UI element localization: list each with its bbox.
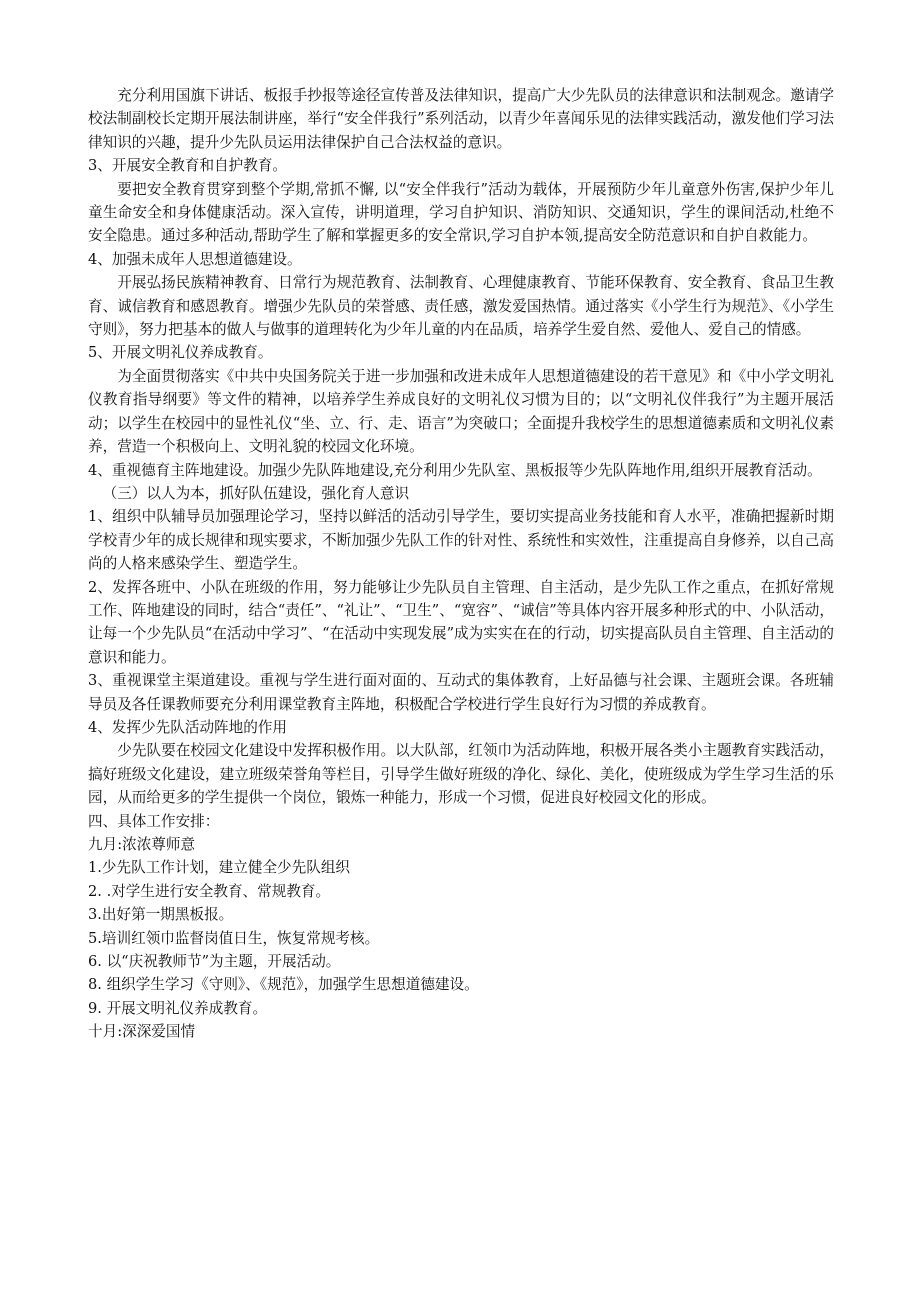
paragraph-etiquette-education: 为全面贯彻落实《中共中央国务院关于进一步加强和改进未成年人思想道德建设的若干意见》和《中小学文明礼仪教育指导纲要》等文件的精神，以培养学生养成良好的文明礼仪习惯为目的；以“文明礼仪伴我行”为主题开展活动；以学生在校园中的显性礼仪“坐、立、行、走、语言”为突破口；全面提升我校学生的思想道德素质和文明礼仪素养，营造一个积极向上、文明礼貌的校园文化环境。 [88, 367, 834, 456]
list-item: 3.出好第一期黑板报。 [88, 906, 234, 924]
document-body [88, 84, 834, 1044]
paragraph-moral-construction: 开展弘扬民族精神教育、日常行为规范教育、法制教育、心理健康教育、节能环保教育、安全教育、食品卫生教育、诚信教育和感恩教育。增强少先队员的荣誉感、责任感，激发爱国热情。通过落实《小学生行为规范》、《小学生守则》，努力把基本的做人与做事的道理转化为少年儿童的内在品质，培养学生爱自然、爱他人、爱自己的情感。 [88, 274, 834, 339]
list-item: 9. 开展文明礼仪养成教育。 [88, 999, 268, 1017]
heading-activity-position: 4、发挥少先队活动阵地的作用 [88, 718, 288, 736]
paragraph-counselor-study: 1、组织中队辅导员加强理论学习，坚持以鲜活的活动引导学生，要切实提高业务技能和育人水平，准确把握新时期学校青少年的成长规律和现实要求，不断加强少先队工作的针对性、系统性和实效性，注重提高自身修养，以自己高尚的人格来感染学生、塑造学生。 [88, 508, 834, 573]
paragraph-squad-role: 2、发挥各班中、小队在班级的作用，努力能够让少先队员自主管理、自主活动，是少先队工作之重点，在抓好常规工作、阵地建设的同时，结合“责任”、“礼让”、“卫生”、“宽容”、“诚信”等具体内容开展多种形式的中、小队活动，让每一个少先队员“在活动中学习”、“在活动中实现发展”成为实实在在的行动，切实提高队员自主管理、自主活动的意识和能力。 [88, 578, 834, 666]
section-heading-team-building: （三）以人为本，抓好队伍建设，强化育人意识 [102, 484, 410, 502]
paragraph-law-education: 充分利用国旗下讲话、板报手抄报等途径宣传普及法律知识，提高广大少先队员的法律意识和法制观念。邀请学校法制副校长定期开展法制讲座，举行“安全伴我行”系列活动，以青少年喜闻乐见的法律实践活动，激发他们学习法律知识的兴趣，提升少先队员运用法律保护自己合法权益的意识。 [88, 87, 834, 151]
paragraph-campus-culture: 少先队要在校园文化建设中发挥积极作用。以大队部，红领巾为活动阵地，积极开展各类小主题教育实践活动，搞好班级文化建设，建立班级荣誉角等栏目，引导学生做好班级的净化、绿化、美化，使班级成为学生学习生活的乐园，从而给更多的学生提供一个岗位，锻炼一种能力，形成一个习惯，促进良好校园文化的形成。 [88, 742, 834, 807]
list-item: 6. 以“庆祝教师节”为主题，开展活动。 [88, 953, 341, 971]
list-item: 2. .对学生进行安全教育、常规教育。 [88, 882, 331, 900]
paragraph-safety-education: 要把安全教育贯穿到整个学期,常抓不懈, 以“安全伴我行”活动为载体，开展预防少年儿童意外伤害,保护少年儿童生命安全和身体健康活动。深入宣传，讲明道理，学习自护知识、消防知识、交通知识，学生的课间活动,杜绝不安全隐患。通过多种活动,帮助学生了解和掌握更多的安全常识,学习自护本领,提高安全防范意识和自护自救能力。 [88, 180, 834, 245]
list-item: 8. 组织学生学习《守则》、《规范》，加强学生思想道德建设。 [88, 976, 479, 994]
list-item: 1.少先队工作计划，建立健全少先队组织 [88, 859, 351, 877]
heading-safety-education: 3、开展安全教育和自护教育。 [88, 157, 288, 175]
month-heading-october: 十月:深深爱国情 [88, 1023, 196, 1041]
heading-etiquette-education: 5、开展文明礼仪养成教育。 [88, 344, 273, 362]
month-heading-september: 九月:浓浓尊师意 [88, 836, 196, 853]
list-item: 5.培训红领巾监督岗值日生，恢复常规考核。 [88, 929, 380, 947]
section-heading-work-schedule: 四、具体工作安排： [88, 812, 220, 830]
heading-moral-construction: 4、加强未成年人思想道德建设。 [88, 250, 302, 268]
paragraph-classroom-channel: 3、重视课堂主渠道建设。重视与学生进行面对面的、互动式的集体教育，上好品德与社会课、主题班会课。各班辅导员及各任课教师要充分利用课堂教育主阵地，积极配合学校进行学生良好行为习惯的养成教育。 [88, 672, 834, 713]
paragraph-moral-position: 4、重视德育主阵地建设。加强少先队阵地建设,充分利用少先队室、黑板报等少先队阵地作用,组织开展教育活动。 [88, 461, 822, 479]
